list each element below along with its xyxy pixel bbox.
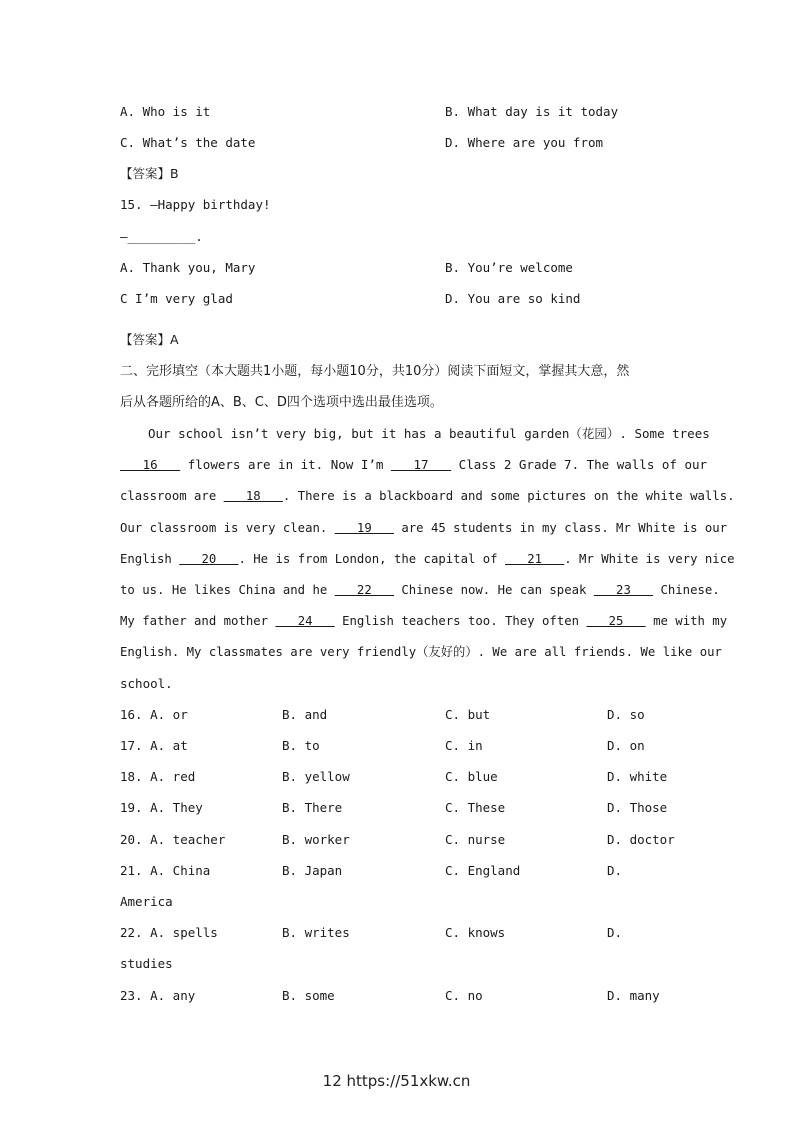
- question-19-option-a: 19. A. They: [120, 800, 203, 815]
- question-20-option-a: 20. A. teacher: [120, 832, 226, 847]
- question-23-option-d: D. many: [607, 988, 660, 1003]
- question-17-option-d: D. on: [607, 738, 645, 753]
- passage-line-2: 16 flowers are in it. Now I’m 17 Class 2 Grade 7. The walls of our: [120, 457, 708, 472]
- question-20-option-c: C. nurse: [445, 832, 506, 847]
- question-18-option-a: 18. A. red: [120, 769, 196, 784]
- passage-line-4: Our classroom is very clean. 19 are 45 students in my class. Mr White is our: [120, 521, 728, 535]
- question-22-option-b: B. writes: [282, 925, 350, 940]
- q14-option-d: D. Where are you from: [445, 135, 604, 150]
- question-23-option-a: 23. A. any: [120, 988, 196, 1003]
- blank-18: 18: [223, 489, 283, 503]
- blank-24: 24: [275, 614, 335, 628]
- question-18-option-d: D. white: [607, 769, 668, 784]
- passage-line-3: classroom are 18 . There is a blackboard and some pictures on the white walls.: [120, 489, 735, 503]
- section2-instruction-line1: 二、完形填空（本大题共1小题，每小题10分，共10分）阅读下面短文，掌握其大意，然: [120, 364, 630, 379]
- q14-option-c: C. What’s the date: [120, 135, 256, 150]
- question-22-option-d-text: studies: [120, 956, 173, 971]
- question-21-option-d: D.: [607, 863, 623, 878]
- question-17-option-a: 17. A. at: [120, 738, 188, 753]
- q15-answer: 【答案】A: [120, 332, 179, 347]
- q15-reply: —_________.: [120, 229, 203, 244]
- q15-option-c: C I’m very glad: [120, 291, 233, 306]
- question-23-option-b: B. some: [282, 988, 335, 1003]
- q15-stem: 15. —Happy birthday!: [120, 197, 271, 212]
- blank-19: 19: [334, 521, 394, 535]
- blank-23: 23: [593, 583, 654, 597]
- blank-25: 25: [586, 614, 646, 628]
- blank-17: 17: [390, 457, 452, 472]
- question-18-option-b: B. yellow: [282, 769, 350, 784]
- question-19-option-b: B. There: [282, 800, 343, 815]
- question-19-option-c: C. These: [445, 800, 506, 815]
- passage-line-5: English 20 . He is from London, the capital of 21 . Mr White is very nice: [120, 552, 735, 566]
- q15-option-a: A. Thank you, Mary: [120, 260, 256, 275]
- question-16-option-c: C. but: [445, 707, 491, 722]
- question-17-option-b: B. to: [282, 738, 320, 753]
- question-22-option-c: C. knows: [445, 925, 506, 940]
- blank-20: 20: [179, 552, 239, 566]
- q14-option-b: B. What day is it today: [445, 104, 619, 119]
- question-23-option-c: C. no: [445, 988, 483, 1003]
- page-footer: 12 https://51xkw.cn: [322, 1072, 471, 1090]
- question-18-option-c: C. blue: [445, 769, 498, 784]
- question-21-option-a: 21. A. China: [120, 863, 211, 878]
- passage-line-9: school.: [120, 676, 173, 691]
- question-17-option-c: C. in: [445, 738, 483, 753]
- question-21-option-b: B. Japan: [282, 863, 343, 878]
- passage-line-1: Our school isn’t very big, but it has a beautiful garden（花园）. Some trees: [148, 426, 710, 441]
- question-21-option-c: C. England: [445, 863, 521, 878]
- question-16-option-a: 16. A. or: [120, 707, 188, 722]
- question-16-option-d: D. so: [607, 707, 645, 722]
- question-16-option-b: B. and: [282, 707, 328, 722]
- q14-option-a: A. Who is it: [120, 104, 211, 119]
- passage-line-7: My father and mother 24 English teachers too. They often 25 me with my: [120, 614, 728, 628]
- section2-instruction-line2: 后从各题所给的A、B、C、D四个选项中选出最佳选项。: [120, 395, 443, 410]
- q15-option-d: D. You are so kind: [445, 291, 581, 306]
- question-19-option-d: D. Those: [607, 800, 668, 815]
- passage-line-6: to us. He likes China and he 22 Chinese now. He can speak 23 Chinese.: [120, 583, 720, 597]
- question-22-option-a: 22. A. spells: [120, 925, 218, 940]
- question-22-option-d: D.: [607, 925, 623, 940]
- blank-16: 16: [120, 457, 181, 472]
- passage-line-8: English. My classmates are very friendly（友好的）. We are all friends. We like our: [120, 645, 722, 659]
- blank-22: 22: [334, 583, 394, 597]
- q15-option-b: B. You’re welcome: [445, 260, 573, 275]
- q14-answer: 【答案】B: [120, 166, 179, 181]
- blank-21: 21: [505, 552, 565, 566]
- question-21-option-d-text: America: [120, 894, 173, 909]
- question-20-option-b: B. worker: [282, 832, 350, 847]
- question-20-option-d: D. doctor: [607, 832, 675, 847]
